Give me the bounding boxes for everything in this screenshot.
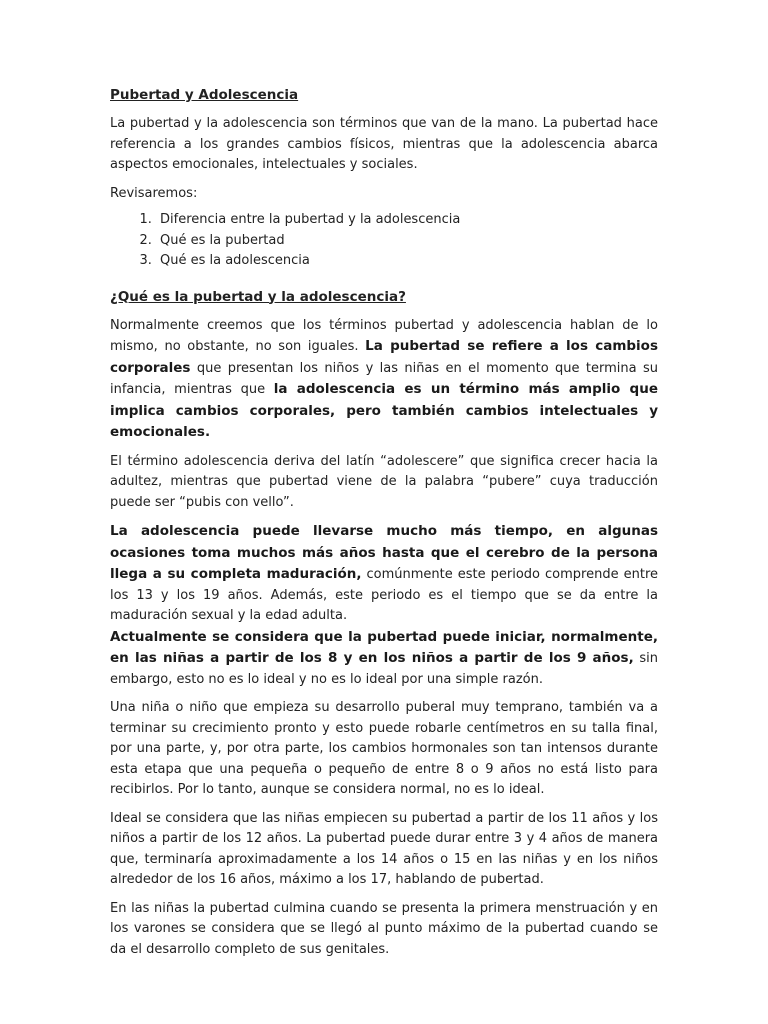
- document-title: Pubertad y Adolescencia: [110, 87, 299, 103]
- list-item: 1. Diferencia entre la pubertad y la adolescencia: [156, 210, 658, 231]
- paragraph-text: que presentan los niños y las niñas en el momento que termina su infancia, mientras que: [110, 360, 658, 397]
- paragraph-early-development: Una niña o niño que empieza su desarrollo puberal muy temprano, también va a terminar su crecimiento pronto y esto puede robarle centímetros en su talla final, por una parte, y, por otra parte, los cambios hormonales son tan intensos durante esta etapa que una pequeña o pequeño de entre 8 o 9 años no está listo para recibirlos. Por lo tanto, aunque se considera normal, no es lo ideal.: [110, 700, 658, 797]
- bold-text: La adolescencia puede llevarse mucho más tiempo, en algunas ocasiones toma muchos más años hasta que el cerebro de la persona llega a su completa maduración,: [110, 523, 658, 582]
- list-item: 2. Qué es la pubertad: [156, 231, 658, 252]
- bold-text: la adolescencia es un término más amplio que implica cambios corporales, pero también cambios intelectuales y emocionales.: [110, 381, 658, 440]
- paragraph-etymology: El término adolescencia deriva del latín “adolescere” que significa crecer hacia la adultez, mientras que pubertad viene de la palabra “pubere” cuya traducción puede ser “pubis con vello”.: [110, 453, 658, 510]
- bold-text: La pubertad se refiere a los cambios corporales: [110, 338, 658, 376]
- revisaremos-label: Revisaremos:: [110, 185, 198, 201]
- paragraph-culmination: [110, 899, 658, 961]
- paragraph-text: Normalmente creemos que los términos pubertad y adolescencia hablan de lo mismo, no obstante, no son iguales.: [110, 317, 658, 354]
- list-item: 3. Qué es la adolescencia: [156, 251, 658, 272]
- bold-text: Actualmente se considera que la pubertad puede iniciar, normalmente, en las niñas a partir de los 8 y en los niños a partir de los 9 años,: [110, 628, 658, 666]
- paragraph-ideal-age: Ideal se considera que las niñas empiecen su pubertad a partir de los 11 años y los niños a partir de los 12 años. La pubertad puede durar entre 3 y 4 años de manera que, terminaría aproximadamente a los 14 años o 15 en las niñas y en los niños alrededor de los 16 años, máximo a los 17, hablando de pubertad.: [110, 810, 658, 887]
- paragraph-onset: [110, 627, 658, 691]
- section-title: ¿Qué es la pubertad y la adolescencia?: [110, 288, 406, 305]
- paragraph-text: en los varones se considera que se llegó al punto máximo de la pubertad cuando se da el desarrollo completo de sus genitales.: [110, 900, 658, 957]
- paragraph-text: En las niñas la pubertad culmina cuando se: [110, 900, 402, 916]
- paragraph-text: sin embargo, esto no es lo ideal y no es lo ideal por una simple razón.: [110, 651, 658, 687]
- intro-paragraph: La pubertad y la adolescencia son términos que van de la mano. La pubertad hace referencia a los grandes cambios físicos, mientras que la adolescencia abarca aspectos emocionales, intelectuales y sociales.: [110, 116, 658, 172]
- topics-list: [110, 210, 658, 272]
- paragraph-text: comúnmente este periodo comprende entre los 13 y los 19 años. Además, este periodo es el tiempo que se da entre la maduración sexual y la edad adulta.: [110, 567, 658, 623]
- document-page: [110, 84, 658, 960]
- paragraph-duration: [110, 521, 658, 627]
- paragraph-definition: [110, 316, 658, 444]
- highlight-text: presenta la primera menstruación y: [401, 900, 638, 916]
